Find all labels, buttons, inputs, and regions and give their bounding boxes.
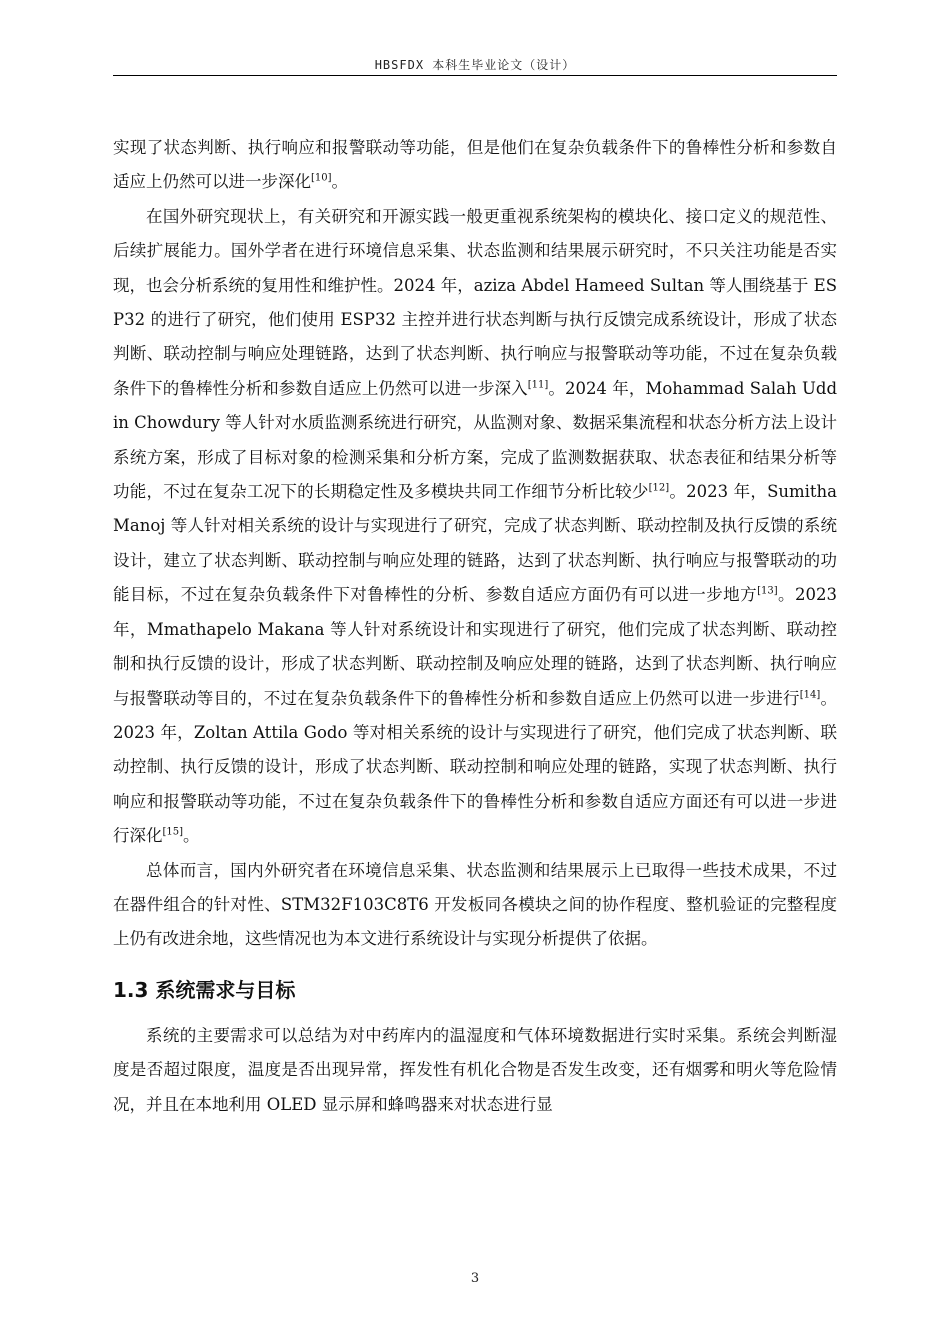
page-number: 3 <box>470 1271 480 1286</box>
citation-ref: [10] <box>311 172 332 184</box>
header-divider <box>113 75 837 76</box>
paragraph-text: 。 <box>331 172 349 192</box>
section-heading: 1.3 系统需求与目标 <box>113 977 296 1002</box>
paragraph-text: 。2024 年，Mohammad Salah Uddin Chowdury 等人针对水质监测系统进行研究，从监测对象、数据采集流程和状态分析方法上设计系统方案，形成了目标对象的检测采集和分析方案，完成了监测数据获取、状态表征和结果分析等功能，不过在复杂工况下的长期稳定性及多模块共同工作细节分析比较少 <box>113 378 838 502</box>
paragraph-text: 。2023 年，Mmathapelo Makana 等人针对系统设计和实现进行了研究，他们完成了状态判断、联动控制和执行反馈的设计，形成了状态判断、联动控制及响应处理的链路，达到了状态判断、执行响应与报警联动等目的，不过在复杂负载条件下的鲁棒性分析和参数自适应上仍然可以进一步进行 <box>113 585 837 708</box>
paragraph-text: 。2023 年，Sumitha Manoj 等人针对相关系统的设计与实现进行了研究，完成了状态判断、联动控制及执行反馈的系统设计，建立了状态判断、联动控制与响应处理的链路，达到了状态判断、执行响应与报警联动的功能目标，不过在复杂负载条件下对鲁棒性的分析、参数自适应方面仍有可以进一步地方 <box>113 482 838 605</box>
paragraph-requirements: 系统的主要需求可以总结为对中药库内的温湿度和气体环境数据进行实时采集。系统会判断湿度是否超过限度，温度是否出现异常，挥发性有机化合物是否发生改变，还有烟雾和明火等危险情况，并且在本地利用 OLED 显示屏和蜂鸣器来对状态进行显 <box>113 1025 837 1114</box>
page-header: HBSFDX 本科生毕业论文（设计） <box>374 58 576 72</box>
paragraph-foreign-research <box>113 200 837 854</box>
paragraph-summary: 总体而言，国内外研究者在环境信息采集、状态监测和结果展示上已取得一些技术成果，不过在器件组合的针对性、STM32F103C8T6 开发板同各模块之间的协作程度、整机验证的完整程度上仍有改进余地，这些情况也为本文进行系统设计与实现分析提供了依据。 <box>113 860 837 949</box>
document-body <box>113 131 837 1122</box>
citation-ref: [12] <box>648 482 670 494</box>
paragraph-text: 。2023 年，Zoltan Attila Godo 等对相关系统的设计与实现进行了研究，他们完成了状态判断、联动控制、执行反馈的设计，形成了状态判断、联动控制和响应处理的链路，实现了状态判断、执行响应和报警联动等功能，不过在复杂负载条件下的鲁棒性分析和参数自适应方面还有可以进一步进行深化 <box>113 688 838 846</box>
citation-ref: [14] <box>799 689 821 700</box>
paragraph-continuation <box>113 131 837 200</box>
citation-ref: [13] <box>757 585 778 597</box>
citation-ref: [11] <box>527 379 549 391</box>
paragraph-text: 。 <box>183 826 200 846</box>
paragraph-text: 实现了状态判断、执行响应和报警联动等功能，但是他们在复杂负载条件下的鲁棒性分析和参数自适应上仍然可以进一步深化 <box>113 138 837 192</box>
paragraph-text: 在国外研究现状上，有关研究和开源实践一般更重视系统架构的模块化、接口定义的规范性、后续扩展能力。国外学者在进行环境信息采集、状态监测和结果展示研究时，不只关注功能是否实现，也会分析系统的复用性和维护性。2024 年，aziza Abdel Hameed Sultan 等人围绕基于 ESP32 的进行了研究，他们使用 ESP32 主控并进行状态判断与执行反馈完成系统设计，形成了状态判断、联动控制与响应处理链路，达到了状态判断、执行响应与报警联动等功能，不过在复杂负载条件下的鲁棒性分析和参数自适应上仍然可以进一步深入 <box>113 206 837 398</box>
citation-ref: [15] <box>162 826 184 838</box>
